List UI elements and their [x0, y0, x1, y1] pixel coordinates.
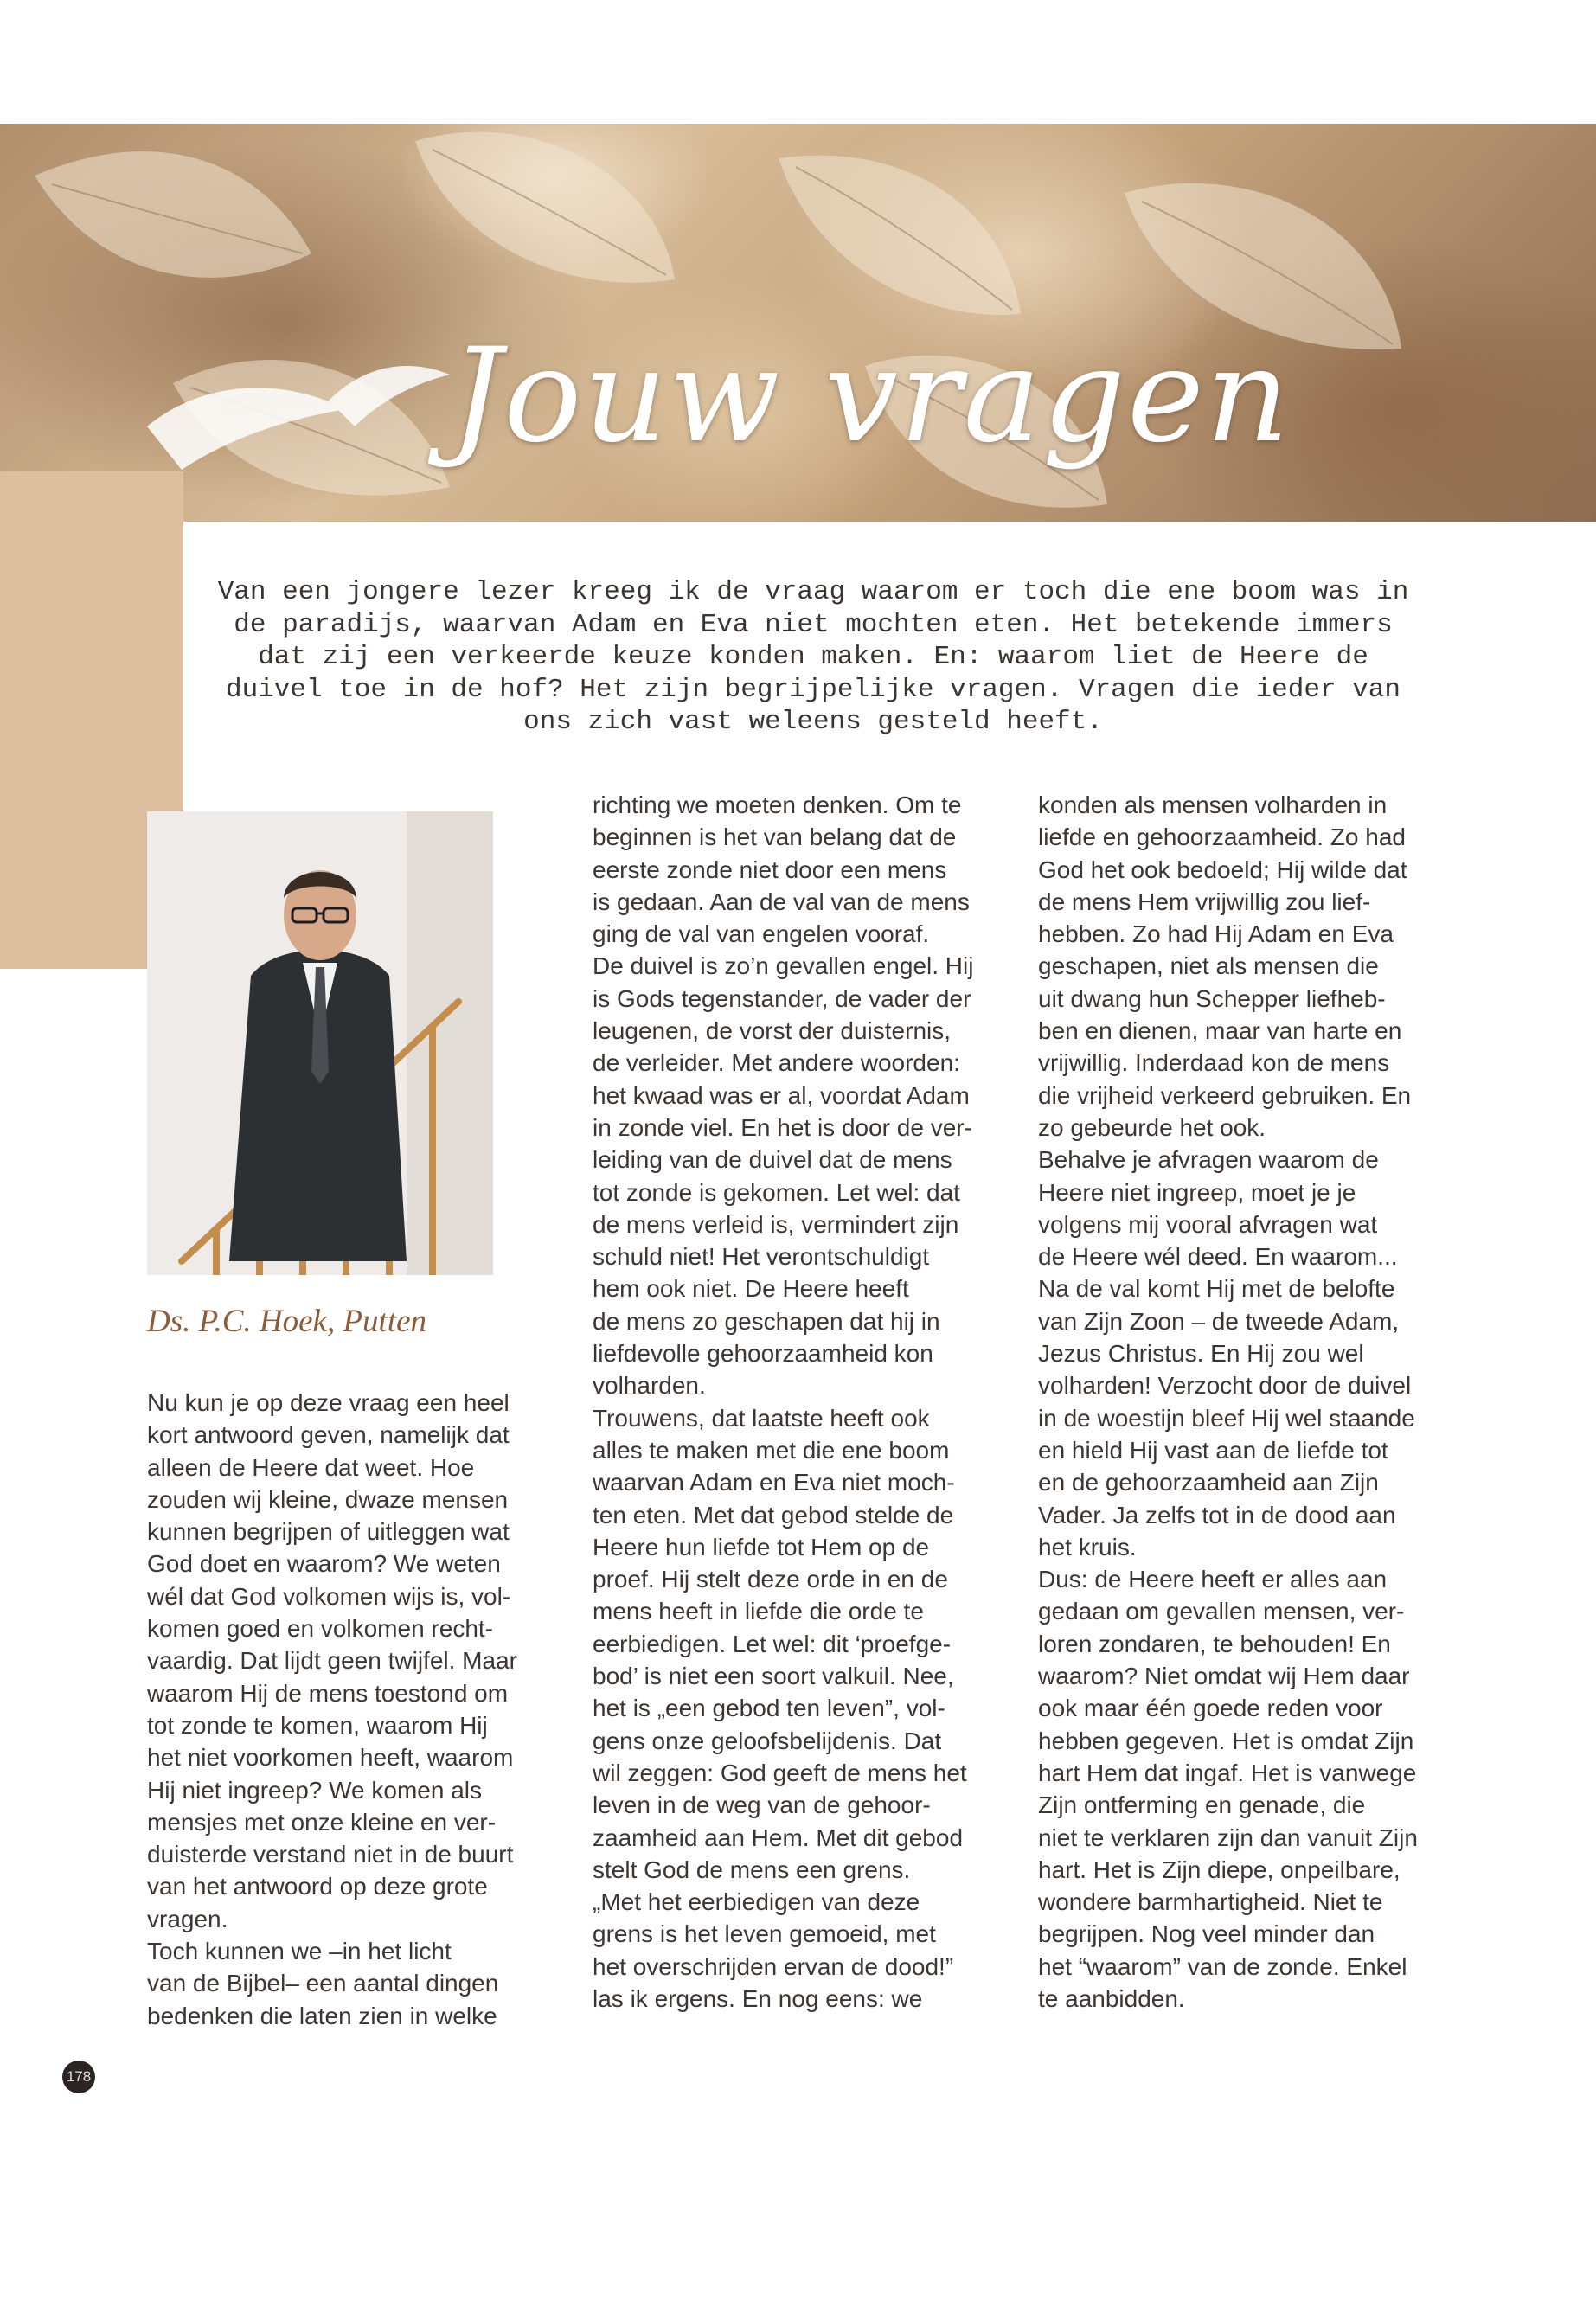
- page-number: 178: [62, 2061, 95, 2093]
- article-column-1: Nu kun je op deze vraag een heel kort antwoord geven, namelijk dat alleen de Heere dat weet. Hoe zouden wij kleine, dwaze mensen kunnen begrijpen of uitleggen wat God doet en waarom? We weten wél dat God volkomen wijs is, vol- komen goed en volkomen recht- vaardig. Dat lijdt geen twijfel. Maar waarom Hij de mens toestond om tot zonde te komen, waarom Hij het niet voorkomen heeft, waarom Hij niet ingreep? We komen als mensjes met onze kleine en ver- duisterde verstand niet in de buurt van het antwoord op deze grote vragen. Toch kunnen we –in het licht van de Bijbel– een aantal dingen bedenken die laten zien in welke: [147, 1389, 517, 2029]
- header-banner: [0, 124, 1596, 522]
- page-title: Jouw vragen: [450, 321, 1292, 471]
- article-column-3: konden als mensen volharden in liefde en gehoorzaamheid. Zo had God het ook bedoeld; Hij wilde dat de mens Hem vrijwillig zou lief- hebben. Zo had Hij Adam en Eva geschapen, niet als mensen die uit dwang hun Schepper liefheb- ben en dienen, maar van harte en vrijwillig. Inderdaad kon de mens die vrijheid verkeerd gebruiken. En zo gebeurde het ook. Behalve je afvragen waarom de Heere niet ingreep, moet je je volgens mij vooral afvragen wat de Heere wél deed. En waarom... Na de val komt Hij met de belofte van Zijn Zoon – de tweede Adam, Jezus Christus. En Hij zou wel volharden! Verzocht door de duivel in de woestijn bleef Hij wel staande en hield Hij vast aan de liefde tot en de gehoorzaamheid aan Zijn Vader. Ja zelfs tot in de dood aan het kruis. Dus: de Heere heeft er alles aan gedaan om gevallen mensen, ver- loren zondaren, te behouden! En waarom? Niet omdat wij Hem daar ook maar één goede reden voor hebben gegeven. Het is omdat Zijn hart Hem dat ingaf. Het is vanwege Zijn ontferming en genade, die niet te verklaren zijn dan vanuit Zijn hart. Het is Zijn diepe, onpeilbare, wondere barmhartigheid. Niet te begrijpen. Nog veel minder dan het “waarom” van de zonde. Enkel te aanbidden.: [1038, 792, 1418, 2012]
- author-photo-illustration: [147, 811, 493, 1275]
- intro-text: Van een jongere lezer kreeg ik de vraag waarom er toch die ene boom was in de paradijs, waarvan Adam en Eva niet mochten eten. Het betekende immers dat zij een verkeerde keuze konden maken. En: waarom liet de Heere de duivel toe in de hof? Het zijn begrijpelijke vragen. Vragen die ieder van ons zich vast weleens gesteld heeft.: [217, 577, 1409, 737]
- article-column-2: richting we moeten denken. Om te beginnen is het van belang dat de eerste zonde niet door een mens is gedaan. Aan de val van de mens ging de val van engelen vooraf. De duivel is zo’n gevallen engel. Hij is Gods tegenstander, de vader der leugenen, de vorst der duisternis, de verleider. Met andere woorden: het kwaad was er al, voordat Adam in zonde viel. En het is door de ver- leiding van de duivel dat de mens tot zonde is gekomen. Let wel: dat de mens verleid is, vermindert zijn schuld niet! Het verontschuldigt hem ook niet. De Heere heeft de mens zo geschapen dat hij in liefdevolle gehoorzaamheid kon volharden. Trouwens, dat laatste heeft ook alles te maken met die ene boom waarvan Adam en Eva niet moch- ten eten. Met dat gebod stelde de Heere hun liefde tot Hem op de proef. Hij stelt deze orde in en de mens heeft in liefde die orde te eerbiedigen. Let wel: dit ‘proefge- bod’ is niet een soort valkuil. Nee, het is „een gebod ten leven”, vol- gens onze geloofsbelijdenis. Dat wil zeggen: God geeft de mens het leven in de weg van de gehoor- zaamheid aan Hem. Met dit gebod stelt God de mens een grens. „Met het eerbiedigen van deze grens is het leven gemoeid, met het overschrijden ervan de dood!” las ik ergens. En nog eens: we: [593, 792, 974, 2012]
- author-photo: [147, 811, 493, 1275]
- author-caption: Ds. P.C. Hoek, Putten: [147, 1304, 427, 1339]
